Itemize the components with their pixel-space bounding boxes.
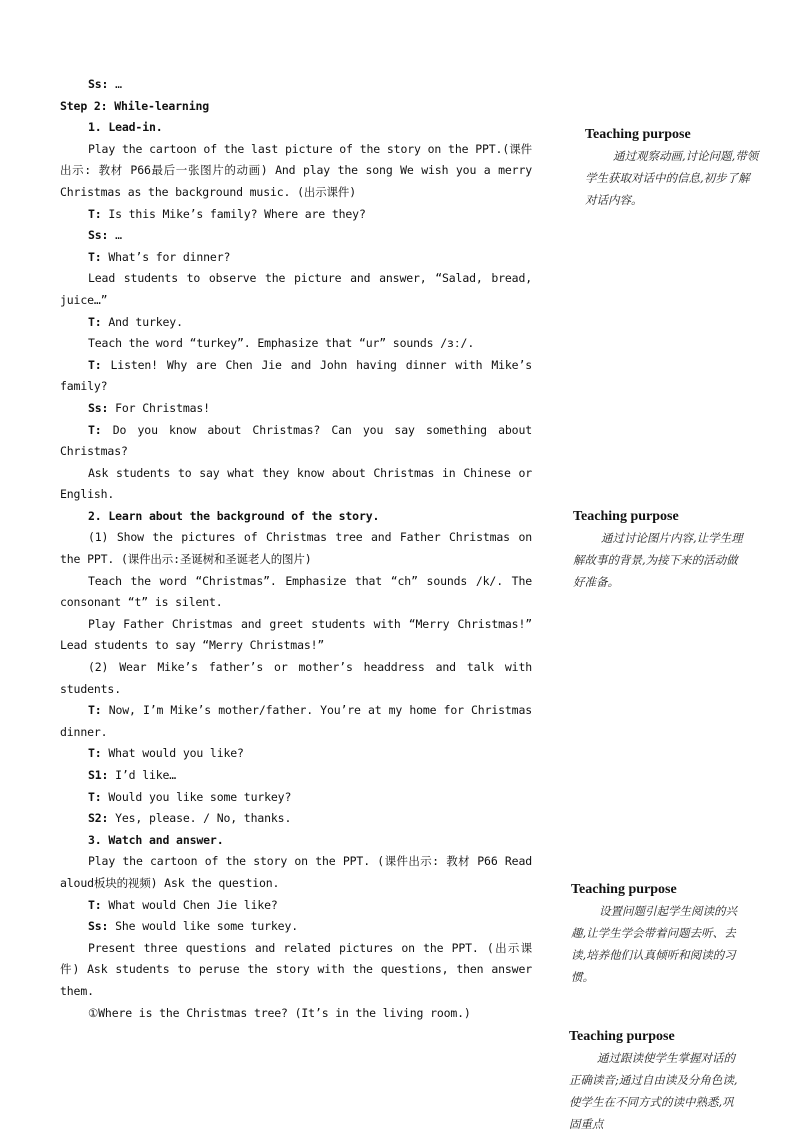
paragraph-text: Teach the word “turkey”. Emphasize that “ur” sounds /ɜː/.: [88, 336, 475, 351]
paragraph-text: Teach the word “Christmas”. Emphasize that “ch” sounds /k/. The consonant “t” is silent.: [60, 573, 532, 610]
side-note-heading: Teaching purpose: [571, 882, 677, 897]
paragraph-p20: [60, 700, 532, 743]
paragraph-p15: [60, 506, 532, 528]
speaker-label: T:: [88, 897, 109, 912]
paragraph-text: …: [115, 77, 122, 91]
paragraph-text: (1) Show the pictures of Christmas tree and Father Christmas on the PPT. (课件出示:圣诞树和圣诞老人的图片): [60, 530, 532, 567]
paragraph-p7: [60, 247, 532, 269]
speaker-label: Ss:: [88, 919, 116, 934]
paragraph-p25: [60, 830, 532, 852]
paragraph-text: I’d like…: [115, 768, 177, 782]
paragraph-text: Now, I’m Mike’s mother/father. You’re at my home for Christmas dinner.: [60, 703, 532, 739]
paragraph-text: What would Chen Jie like?: [108, 897, 278, 912]
paragraph-p10: [60, 333, 532, 355]
paragraph-p21: [60, 743, 532, 765]
side-note-text: 通过观察动画,讨论问题,带领学生获取对话中的信息,初步了解对话内容。: [585, 149, 759, 207]
paragraph-text: Do you know about Christmas? Can you say something about Christmas?: [60, 422, 532, 459]
paragraph-p4: [60, 139, 532, 204]
paragraph-p30: [60, 1003, 532, 1025]
paragraph-text: Would you like some turkey?: [108, 789, 292, 804]
lesson-plan-body: [60, 74, 532, 1024]
speaker-label: 1. Lead-in.: [88, 120, 163, 135]
paragraph-p12: [60, 398, 532, 420]
side-note-text: 通过讨论图片内容,让学生理解故事的背景,为接下来的活动做好准备。: [573, 531, 743, 589]
paragraph-text: ①Where is the Christmas tree? (It’s in the living room.): [88, 1005, 471, 1020]
paragraph-text: Is this Mike’s family? Where are they?: [108, 206, 366, 221]
paragraph-text: …: [115, 228, 122, 243]
speaker-label: 3. Watch and answer.: [88, 832, 224, 847]
paragraph-text: What’s for dinner?: [108, 249, 231, 264]
speaker-label: Ss:: [88, 77, 116, 91]
side-note-3: [571, 880, 747, 988]
paragraph-text: What would you like?: [108, 746, 244, 761]
speaker-label: T:: [88, 422, 113, 437]
paragraph-text: Play Father Christmas and greet students with “Merry Christmas!” Lead students to say “Merry Christmas!”: [60, 616, 532, 653]
paragraph-text: She would like some turkey.: [115, 919, 298, 934]
side-note-text: 通过跟读使学生掌握对话的正确读音;通过自由读及分角色读,使学生在不同方式的读中熟悉,巩固重点: [569, 1051, 738, 1131]
paragraph-p8: [60, 268, 532, 311]
paragraph-text: Yes, please. / No, thanks.: [115, 811, 292, 826]
speaker-label: T:: [88, 357, 111, 372]
side-note-heading: Teaching purpose: [573, 509, 679, 524]
paragraph-p13: [60, 420, 532, 463]
paragraph-p18: [60, 614, 532, 657]
paragraph-text: (2) Wear Mike’s father’s or mother’s headdress and talk with students.: [60, 660, 532, 696]
speaker-label: S2:: [88, 811, 116, 826]
paragraph-p2: [60, 96, 532, 118]
speaker-label: T:: [88, 746, 109, 761]
side-note-heading: Teaching purpose: [569, 1029, 675, 1044]
paragraph-text: Lead students to observe the picture and answer, “Salad, bread, juice…”: [60, 271, 532, 307]
paragraph-p14: [60, 463, 532, 506]
paragraph-p26: [60, 851, 532, 894]
paragraph-p27: [60, 895, 532, 917]
paragraph-p29: [60, 938, 532, 1003]
speaker-label: T:: [88, 314, 109, 329]
paragraph-text: Present three questions and related pictures on the PPT. (出示课件) Ask students to peruse the story with the questions, then answer them.: [60, 940, 532, 998]
paragraph-p19: [60, 657, 532, 700]
side-note-text: 设置问题引起学生阅读的兴趣,让学生学会带着问题去听、去读,培养他们认真倾听和阅读的习惯。: [571, 904, 737, 984]
paragraph-p3: [60, 117, 532, 139]
paragraph-p1: [60, 74, 532, 96]
side-note-heading: Teaching purpose: [585, 127, 691, 142]
speaker-label: 2. Learn about the background of the story.: [88, 508, 380, 523]
paragraph-p23: [60, 787, 532, 809]
paragraph-p16: [60, 527, 532, 570]
paragraph-p9: [60, 312, 532, 334]
paragraph-p6: [60, 225, 532, 247]
paragraph-text: For Christmas!: [115, 400, 210, 415]
paragraph-text: Listen! Why are Chen Jie and John having dinner with Mike’s family?: [60, 357, 532, 394]
side-note-4: [569, 1027, 745, 1135]
paragraph-p11: [60, 355, 532, 398]
paragraph-p22: [60, 765, 532, 787]
speaker-label: Step 2: While-learning: [60, 98, 210, 113]
paragraph-text: Play the cartoon of the last picture of the story on the PPT.(课件出示: 教材 P66最后一张图片的动画) And play the song We wish you a merry Christmas as the background music. (出示课件): [60, 141, 532, 199]
paragraph-text: Play the cartoon of the story on the PPT. (课件出示: 教材 P66 Read aloud板块的视频) Ask the question.: [60, 854, 532, 890]
speaker-label: T:: [88, 789, 109, 804]
speaker-label: T:: [88, 703, 109, 718]
speaker-label: S1:: [88, 768, 116, 782]
paragraph-p24: [60, 808, 532, 830]
side-note-2: [573, 507, 749, 593]
paragraph-p17: [60, 571, 532, 614]
paragraph-text: And turkey.: [108, 314, 183, 329]
speaker-label: Ss:: [88, 228, 116, 243]
speaker-label: Ss:: [88, 400, 116, 415]
side-note-1: [585, 125, 761, 211]
paragraph-p5: [60, 204, 532, 226]
speaker-label: T:: [88, 206, 109, 221]
speaker-label: T:: [88, 249, 109, 264]
paragraph-text: Ask students to say what they know about Christmas in Chinese or English.: [60, 465, 532, 502]
paragraph-p28: [60, 916, 532, 938]
